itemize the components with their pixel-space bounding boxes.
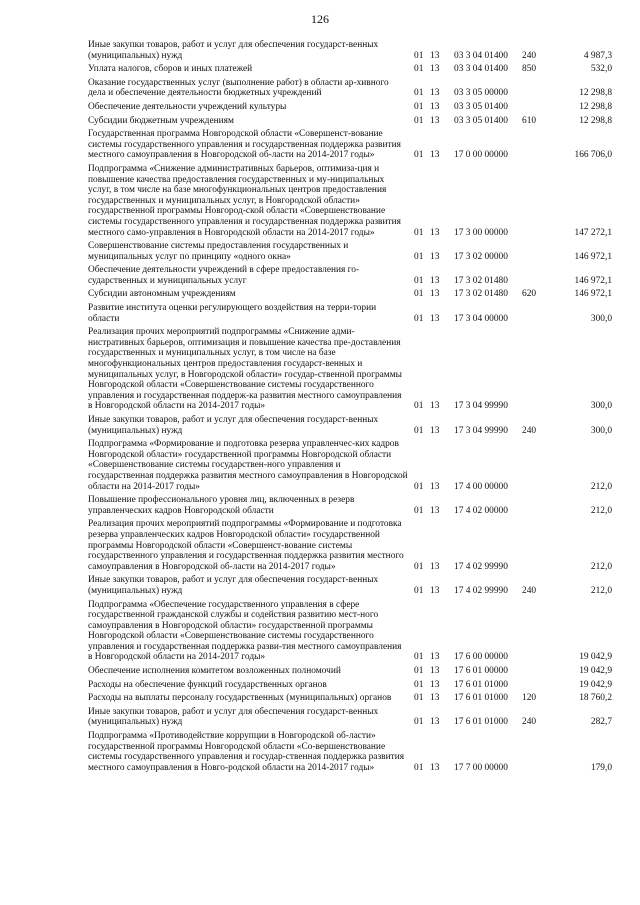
- table-row: [88, 731, 612, 773]
- row-name: Оказание государственных услуг (выполнение работ) в области ар-хивного дела и обеспечение деятельности бюджетных учреждений: [88, 77, 389, 99]
- row-amount: 300,0: [590, 425, 612, 436]
- row-target-article: 17 4 02 99990: [454, 585, 508, 596]
- row-section: 13: [430, 313, 440, 324]
- table-row: [88, 519, 612, 572]
- table-row: [88, 415, 612, 436]
- row-chapter: 01: [414, 275, 424, 286]
- row-section: 13: [430, 585, 440, 596]
- row-target-article: 03 3 05 00000: [454, 88, 508, 99]
- row-section: 13: [430, 150, 440, 161]
- row-section: 13: [430, 289, 440, 300]
- table-row: [88, 265, 612, 286]
- row-chapter: 01: [414, 652, 424, 663]
- row-target-article: 17 0 00 00000: [454, 150, 508, 161]
- row-section: 13: [430, 679, 440, 690]
- row-name: Государственная программа Новгородской области «Совершенст-вование системы государственного управления и государственная поддержка развития местного самоуправления в Новгородской об-ласти на 2014-2017 годы»: [88, 129, 401, 161]
- row-amount: 146 972,1: [574, 251, 612, 262]
- row-section: 13: [430, 425, 440, 436]
- row-chapter: 01: [414, 150, 424, 161]
- row-target-article: 03 3 04 01400: [454, 50, 508, 61]
- row-target-article: 17 4 00 00000: [454, 481, 508, 492]
- row-amount: 12 298,8: [579, 115, 612, 126]
- row-section: 13: [430, 561, 440, 572]
- row-expense-type: 120: [522, 693, 537, 704]
- row-name: Иные закупки товаров, работ и услуг для обеспечения государст-венных (муниципальных) нужд: [88, 575, 379, 596]
- row-amount: 212,0: [590, 585, 612, 596]
- budget-table: [88, 40, 612, 776]
- row-section: 13: [430, 666, 440, 677]
- row-amount: 19 042,9: [579, 666, 612, 677]
- row-amount: 179,0: [590, 762, 612, 773]
- row-amount: 4 987,3: [583, 50, 612, 61]
- row-name: Подпрограмма «Обеспечение государственного управления в сфере государственной гражданской службы и содействия развитию мест-ного самоуправления в Новгородской области» государственной программы Новгородской области «Совершенствование системы государственного управления и государственная поддержка разви-тия местного самоуправления в Новгородской области на 2014-2017 годы»: [88, 599, 402, 663]
- row-chapter: 01: [414, 101, 424, 112]
- row-name: Подпрограмма «Противодействие коррупции в Новгородской об-ласти» государственной программы Новгородской области «Со-вершенствование системы государственного управления и государ-ственная поддержка развития местного самоуправления в Новго-родской области на 2014-2017 годы»: [88, 731, 405, 773]
- row-target-article: 03 3 05 01400: [454, 115, 508, 126]
- row-amount: 212,0: [590, 505, 612, 516]
- row-chapter: 01: [414, 561, 424, 572]
- row-name: Субсидии автономным учреждениям: [88, 289, 236, 300]
- row-target-article: 17 3 02 00000: [454, 251, 508, 262]
- row-section: 13: [430, 50, 440, 61]
- row-amount: 166 706,0: [574, 150, 612, 161]
- row-chapter: 01: [414, 425, 424, 436]
- row-chapter: 01: [414, 679, 424, 690]
- row-chapter: 01: [414, 88, 424, 99]
- row-chapter: 01: [414, 64, 424, 75]
- table-row: [88, 164, 612, 238]
- row-name: Развитие института оценки регулирующего воздействия на терри-тории области: [88, 303, 377, 324]
- row-name: Расходы на обеспечение функций государственных органов: [88, 679, 327, 690]
- table-row: [88, 303, 612, 324]
- table-row: [88, 666, 612, 677]
- row-amount: 146 972,1: [574, 289, 612, 300]
- row-amount: 212,0: [590, 481, 612, 492]
- table-row: [88, 241, 612, 262]
- row-name: Субсидии бюджетным учреждениям: [88, 115, 234, 126]
- row-name: Иные закупки товаров, работ и услуг для обеспечения государст-венных (муниципальных) нужд: [88, 415, 379, 436]
- row-target-article: 17 6 01 00000: [454, 666, 508, 677]
- row-chapter: 01: [414, 666, 424, 677]
- row-target-article: 17 6 01 01000: [454, 693, 508, 704]
- row-name: Иные закупки товаров, работ и услуг для обеспечения государст-венных (муниципальных) нужд: [88, 706, 379, 728]
- row-section: 13: [430, 693, 440, 704]
- row-chapter: 01: [414, 401, 424, 412]
- row-target-article: 03 3 04 01400: [454, 64, 508, 75]
- row-target-article: 17 3 04 00000: [454, 313, 508, 324]
- row-amount: 12 298,8: [579, 88, 612, 99]
- row-amount: 19 042,9: [579, 652, 612, 663]
- row-name: Подпрограмма «Снижение административных барьеров, оптимиза-ция и повышение качества предоставления государственных и му-ниципальных услуг, в том числе на базе многофункциональных центров предоставления государственных и муниципальных услуг, в Новгородской области» государственной программы Новгород-ской области «Совершенствование системы государственного управления и государственная поддержка развития местного само-управления в Новгородской области на 2014-2017 годы»: [88, 163, 401, 238]
- row-section: 13: [430, 481, 440, 492]
- row-target-article: 17 3 04 99990: [454, 425, 508, 436]
- table-row: [88, 680, 612, 691]
- table-row: [88, 78, 612, 99]
- table-row: [88, 129, 612, 161]
- row-section: 13: [430, 652, 440, 663]
- row-name: Расходы на выплаты персоналу государственных (муниципальных) органов: [88, 693, 392, 704]
- row-target-article: 17 6 01 01000: [454, 679, 508, 690]
- page-number: 126: [311, 12, 329, 26]
- row-section: 13: [430, 88, 440, 99]
- row-amount: 18 760,2: [579, 693, 612, 704]
- row-target-article: 17 3 02 01480: [454, 289, 508, 300]
- row-amount: 146 972,1: [574, 275, 612, 286]
- row-amount: 300,0: [590, 401, 612, 412]
- row-name: Обеспечение деятельности учреждений культуры: [88, 101, 287, 112]
- row-name: Реализация прочих мероприятий подпрограммы «Формирование и подготовка резерва управленческих кадров Новгородской области» государственной программы Новгородской области «Совершенст-вование системы государственного управления и государственная поддержка развития местного самоуправления в Новгородской об-ласти на 2014-2017 годы»: [88, 519, 404, 572]
- row-chapter: 01: [414, 481, 424, 492]
- row-name: Реализация прочих мероприятий подпрограммы «Снижение адми-нистративных барьеров, оптимизация и повышение качества пре-доставления государственных и муниципальных услуг, в том числе на базе многофункциональных центров предоставления государст-венных и муниципальных услуг, в Новгородской области» государ-ственной программы Новгородской области «Совершенствование системы государственного управления и государственная поддерж-ка развития местного самоуправления в Новгородской области на 2014-2017 годы»: [88, 327, 402, 412]
- table-row: [88, 327, 612, 412]
- row-chapter: 01: [414, 251, 424, 262]
- row-target-article: 17 3 02 01480: [454, 275, 508, 286]
- table-row: [88, 64, 612, 75]
- row-section: 13: [430, 505, 440, 516]
- row-target-article: 17 6 00 00000: [454, 652, 508, 663]
- row-section: 13: [430, 101, 440, 112]
- row-name: Обеспечение деятельности учреждений в сфере предоставления го-сударственных и муниципальных услуг: [88, 265, 360, 286]
- table-row: [88, 693, 612, 704]
- row-section: 13: [430, 717, 440, 728]
- row-section: 13: [430, 227, 440, 238]
- row-section: 13: [430, 275, 440, 286]
- table-row: [88, 600, 612, 664]
- row-amount: 147 272,1: [574, 227, 612, 238]
- row-expense-type: 610: [522, 115, 537, 126]
- row-expense-type: 240: [522, 717, 537, 728]
- row-amount: 532,0: [590, 64, 612, 75]
- row-section: 13: [430, 115, 440, 126]
- row-chapter: 01: [414, 762, 424, 773]
- row-name: Подпрограмма «Формирование и подготовка резерва управленчес-ких кадров Новгородской области» государственной программы Новгородской области «Совершенствование системы государствен-ного управления и государственная поддержка развития местного самоуправления в Новгородской области на 2014-2017 годы»: [88, 439, 408, 492]
- row-target-article: 17 3 04 99990: [454, 401, 508, 412]
- row-target-article: 17 4 02 99990: [454, 561, 508, 572]
- table-row: [88, 102, 612, 113]
- row-name: Иные закупки товаров, работ и услуг для обеспечения государст-венных (муниципальных) нужд: [88, 40, 379, 61]
- row-expense-type: 850: [522, 64, 537, 75]
- row-expense-type: 240: [522, 585, 537, 596]
- row-chapter: 01: [414, 313, 424, 324]
- row-amount: 300,0: [590, 313, 612, 324]
- table-row: [88, 495, 612, 516]
- row-chapter: 01: [414, 289, 424, 300]
- row-section: 13: [430, 401, 440, 412]
- table-row: [88, 575, 612, 596]
- row-target-article: 03 3 05 01400: [454, 101, 508, 112]
- row-expense-type: 240: [522, 50, 537, 61]
- row-chapter: 01: [414, 505, 424, 516]
- row-target-article: 17 7 00 00000: [454, 762, 508, 773]
- row-chapter: 01: [414, 717, 424, 728]
- row-name: Совершенствование системы предоставления государственных и муниципальных услуг по принципу «одного окна»: [88, 241, 349, 262]
- row-section: 13: [430, 251, 440, 262]
- row-chapter: 01: [414, 227, 424, 238]
- row-section: 13: [430, 762, 440, 773]
- row-expense-type: 240: [522, 425, 537, 436]
- row-target-article: 17 3 00 00000: [454, 227, 508, 238]
- row-chapter: 01: [414, 115, 424, 126]
- row-amount: 12 298,8: [579, 101, 612, 112]
- row-amount: 212,0: [590, 561, 612, 572]
- row-target-article: 17 6 01 01000: [454, 717, 508, 728]
- row-section: 13: [430, 64, 440, 75]
- row-target-article: 17 4 02 00000: [454, 505, 508, 516]
- row-name: Повышение профессионального уровня лиц, включенных в резерв управленческих кадров Новгородской области: [88, 495, 355, 516]
- row-chapter: 01: [414, 50, 424, 61]
- row-amount: 19 042,9: [579, 679, 612, 690]
- row-expense-type: 620: [522, 289, 537, 300]
- row-name: Уплата налогов, сборов и иных платежей: [88, 64, 253, 75]
- table-row: [88, 289, 612, 300]
- table-row: [88, 439, 612, 492]
- row-amount: 282,7: [590, 717, 612, 728]
- row-name: Обеспечение исполнения комитетом возложенных полномочий: [88, 666, 341, 677]
- row-chapter: 01: [414, 693, 424, 704]
- row-chapter: 01: [414, 585, 424, 596]
- table-row: [88, 116, 612, 127]
- table-row: [88, 40, 612, 61]
- table-row: [88, 707, 612, 728]
